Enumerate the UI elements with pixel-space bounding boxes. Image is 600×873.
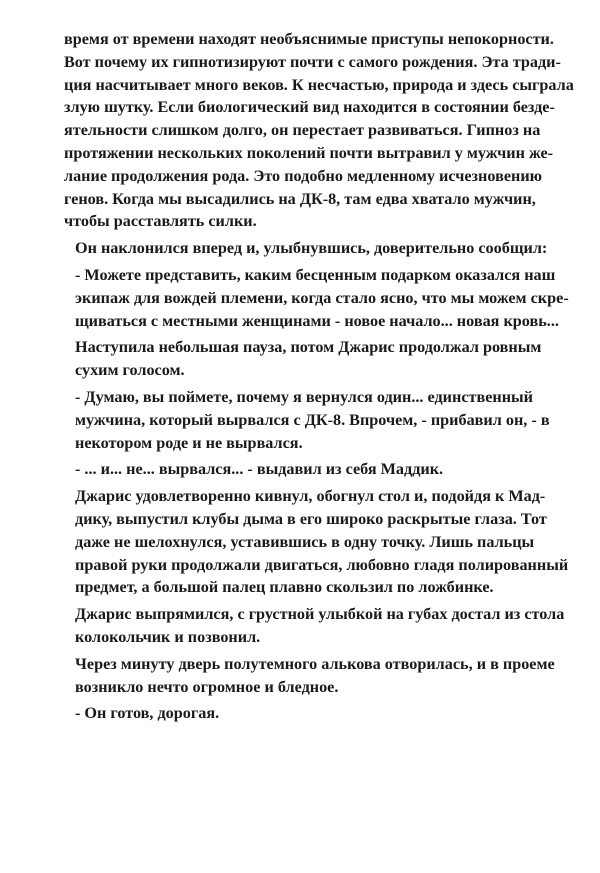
text-line: даже не шелохнулся, уставившись в одну точку. Лишь пальцы bbox=[75, 532, 535, 551]
text-line: Через минуту дверь полутемного алькова отворилась, и в проеме bbox=[75, 654, 555, 673]
paragraph-9 bbox=[64, 653, 555, 699]
paragraph-4 bbox=[64, 336, 544, 382]
text-line: Он наклонился вперед и, улыбнувшись, доверительно сообщил: bbox=[75, 239, 548, 258]
text-line: некотором роде и не вырвался. bbox=[75, 433, 303, 452]
text-line: колокольчик и позвонил. bbox=[75, 627, 261, 646]
paragraph-7 bbox=[64, 485, 569, 599]
text-line: щиваться с местными женщинами - новое начало... новая кровь... bbox=[75, 311, 559, 330]
paragraph-5 bbox=[64, 386, 550, 454]
text-line: сухим голосом. bbox=[75, 361, 185, 380]
paragraph-10 bbox=[64, 702, 544, 725]
text-line: - Он готов, дорогая. bbox=[75, 704, 220, 723]
text-line: правой руки продолжали двигаться, любовно гладя полированный bbox=[75, 555, 569, 574]
text-line: Джарис удовлетворенно кивнул, обогнул стол и, подойдя к Мад- bbox=[75, 487, 546, 506]
text-line: ция насчитывает много веков. К несчастью, природа и здесь сыграла bbox=[64, 75, 574, 94]
text-line: Вот почему их гипнотизируют почти с самого рождения. Эта тради- bbox=[64, 52, 561, 71]
paragraph-3 bbox=[64, 264, 569, 332]
text-line: время от времени находят необъяснимые приступы непокорности. bbox=[64, 30, 554, 48]
text-line: экипаж для вождей племени, когда стало ясно, что мы можем скре- bbox=[75, 288, 569, 307]
text-line: Наступила небольшая пауза, потом Джарис продолжал ровным bbox=[75, 338, 542, 357]
text-line: возникло нечто огромное и бледное. bbox=[75, 677, 339, 696]
text-line: протяжении нескольких поколений почти вытравил у мужчин же- bbox=[64, 143, 554, 162]
text-line: мужчина, который вырвался с ДК-8. Впрочем, - прибавил он, - в bbox=[75, 410, 550, 429]
text-line: ятельности слишком долго, он перестает развиваться. Гипноз на bbox=[64, 121, 541, 140]
text-line: чтобы расставлять силки. bbox=[64, 212, 257, 231]
text-line: генов. Когда мы высадились на ДК-8, там едва хватало мужчин, bbox=[64, 189, 536, 208]
paragraph-1 bbox=[64, 28, 574, 233]
text-line: - Думаю, вы поймете, почему я вернулся один... единственный bbox=[75, 387, 533, 406]
text-line: лание продолжения рода. Это подобно медленному исчезновению bbox=[64, 166, 543, 185]
paragraph-8 bbox=[64, 603, 565, 649]
text-line: Джарис выпрямился, с грустной улыбкой на губах достал из стола bbox=[75, 605, 565, 624]
text-line: - ... и... не... вырвался... - выдавил из себя Маддик. bbox=[75, 460, 444, 479]
text-line: - Можете представить, каким бесценным подарком оказался наш bbox=[75, 265, 556, 284]
text-line: предмет, а большой палец плавно скользил по ложбинке. bbox=[75, 578, 494, 597]
page-text bbox=[64, 28, 574, 729]
text-line: злую шутку. Если биологический вид находится в состоянии безде- bbox=[64, 98, 555, 117]
paragraph-2 bbox=[64, 237, 548, 260]
paragraph-6 bbox=[64, 458, 544, 481]
text-line: дику, выпустил клубы дыма в его широко раскрытые глаза. Тот bbox=[75, 509, 547, 528]
